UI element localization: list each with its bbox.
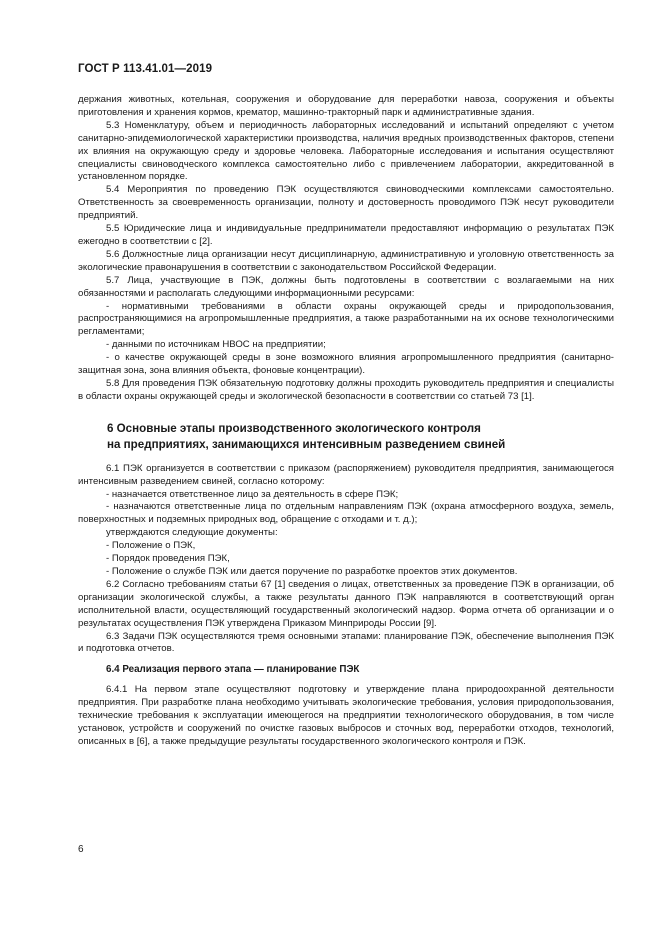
list-item: - данными по источникам НВОС на предприятии;	[106, 339, 326, 351]
paragraph-5-7: 5.7 Лица, участвующие в ПЭК, должны быть подготовлены в соответствии с возлагаемыми на них обязанностями и располагать следующими информационными ресурсами:	[78, 274, 614, 299]
paragraph-documents-intro: утверждаются следующие документы:	[106, 527, 278, 539]
list-item: - нормативными требованиями в области охраны окружающей среды и природопользования, распространяющимися на агропромышленные предприятия, а также разработанными на их основе технологическими регламентами;	[78, 300, 614, 338]
subsection-6-4-heading: 6.4 Реализация первого этапа — планирование ПЭК	[106, 664, 360, 676]
section-6-heading	[78, 421, 614, 453]
page-content	[78, 94, 614, 749]
paragraph-6-1: 6.1 ПЭК организуется в соответствии с приказом (распоряжением) руководителя предприятия, занимающегося интенсивным разведением свиней, согласно которому:	[78, 462, 614, 487]
page-number: 6	[78, 844, 84, 855]
paragraph-6-4-1: 6.4.1 На первом этапе осуществляют подготовку и утверждение плана природоохранной деятельности предприятия. При разработке плана необходимо учитывать экологические требования, условия природопользования, технические требования к эксплуатации имеющегося на предприятии технологического оборудования, в том числе установок, устройств и сооружений по очистке газовых выбросов и сточных вод, переработки отходов, технологий, описанных в [6], а также предыдущие результаты государственного экологического контроля и ПЭК.	[78, 684, 614, 747]
document-header: ГОСТ Р 113.41.01—2019	[78, 63, 213, 75]
list-item: - Положение о службе ПЭК или дается поручение по разработке проектов этих документов.	[106, 566, 518, 577]
list-item: - назначается ответственное лицо за деятельность в сфере ПЭК;	[106, 488, 399, 500]
paragraph-6-3: 6.3 Задачи ПЭК осуществляются тремя основными этапами: планирование ПЭК, обеспечение выполнения ПЭК и подготовка отчетов.	[78, 630, 614, 655]
paragraph-5-5: 5.5 Юридические лица и индивидуальные предприниматели предоставляют информацию о результатах ПЭК ежегодно в соответствии с [2].	[78, 223, 614, 247]
list-item: - назначаются ответственные лица по отдельным направлениям ПЭК (охрана атмосферного воздуха, земель, поверхностных и подземных природных вод, обращение с отходами и т. д.);	[78, 501, 614, 526]
paragraph-continued: держания животных, котельная, сооружения и оборудование для переработки навоза, сооружения и объекты приготовления и хранения кормов, крематор, машинно-тракторный парк и административные здания.	[78, 94, 614, 118]
section-6-title-line-2: на предприятиях, занимающихся интенсивным разведением свиней	[107, 437, 506, 451]
section-6-title-line-1: 6 Основные этапы производственного экологического контроля	[107, 421, 481, 435]
list-item: - Порядок проведения ПЭК,	[106, 553, 230, 565]
paragraph-6-2: 6.2 Согласно требованиям статьи 67 [1] сведения о лицах, ответственных за проведение ПЭК в организации, об организации экологической службы, а также результаты данного ПЭК направляются в соответствующий орган исполнительной власти, осуществляющий государственный экологический надзор. Форма отчета об организации и о результатах осуществления ПЭК утверждена Приказом Минприроды России [9].	[78, 578, 614, 629]
paragraph-5-6: 5.6 Должностные лица организации несут дисциплинарную, административную и уголовную ответственность за экологические правонарушения в соответствии с законодательством Российской Федерации.	[78, 248, 614, 273]
paragraph-5-3: 5.3 Номенклатуру, объем и периодичность лабораторных исследований и испытаний определяют с учетом санитарно-эпидемиологической характеристики производства, наличия вредных производственных факторов, степени их влияния на окружающую среду и здоровье человека. Лабораторные исследования и испытания осуществляют специалисты свиноводческого комплекса самостоятельно либо с привлечением лаборатории, аккредитованной в установленном порядке.	[78, 119, 614, 183]
list-item: - Положение о ПЭК,	[106, 540, 196, 552]
paragraph-5-4: 5.4 Мероприятия по проведению ПЭК осуществляются свиноводческими комплексами самостоятельно. Ответственность за своевременность организации, полноту и достоверность проводимого ПЭК несут руководители предприятий.	[78, 184, 614, 222]
list-item: - о качестве окружающей среды в зоне возможного влияния агропромышленного предприятия (санитарно-защитная зона, зона влияния объекта, фоновые концентрации).	[78, 352, 614, 377]
paragraph-5-8: 5.8 Для проведения ПЭК обязательную подготовку должны проходить руководитель предприятия и специалисты в области охраны окружающей среды и экологической безопасности в соответствии со статьей 73 [1].	[78, 377, 614, 402]
